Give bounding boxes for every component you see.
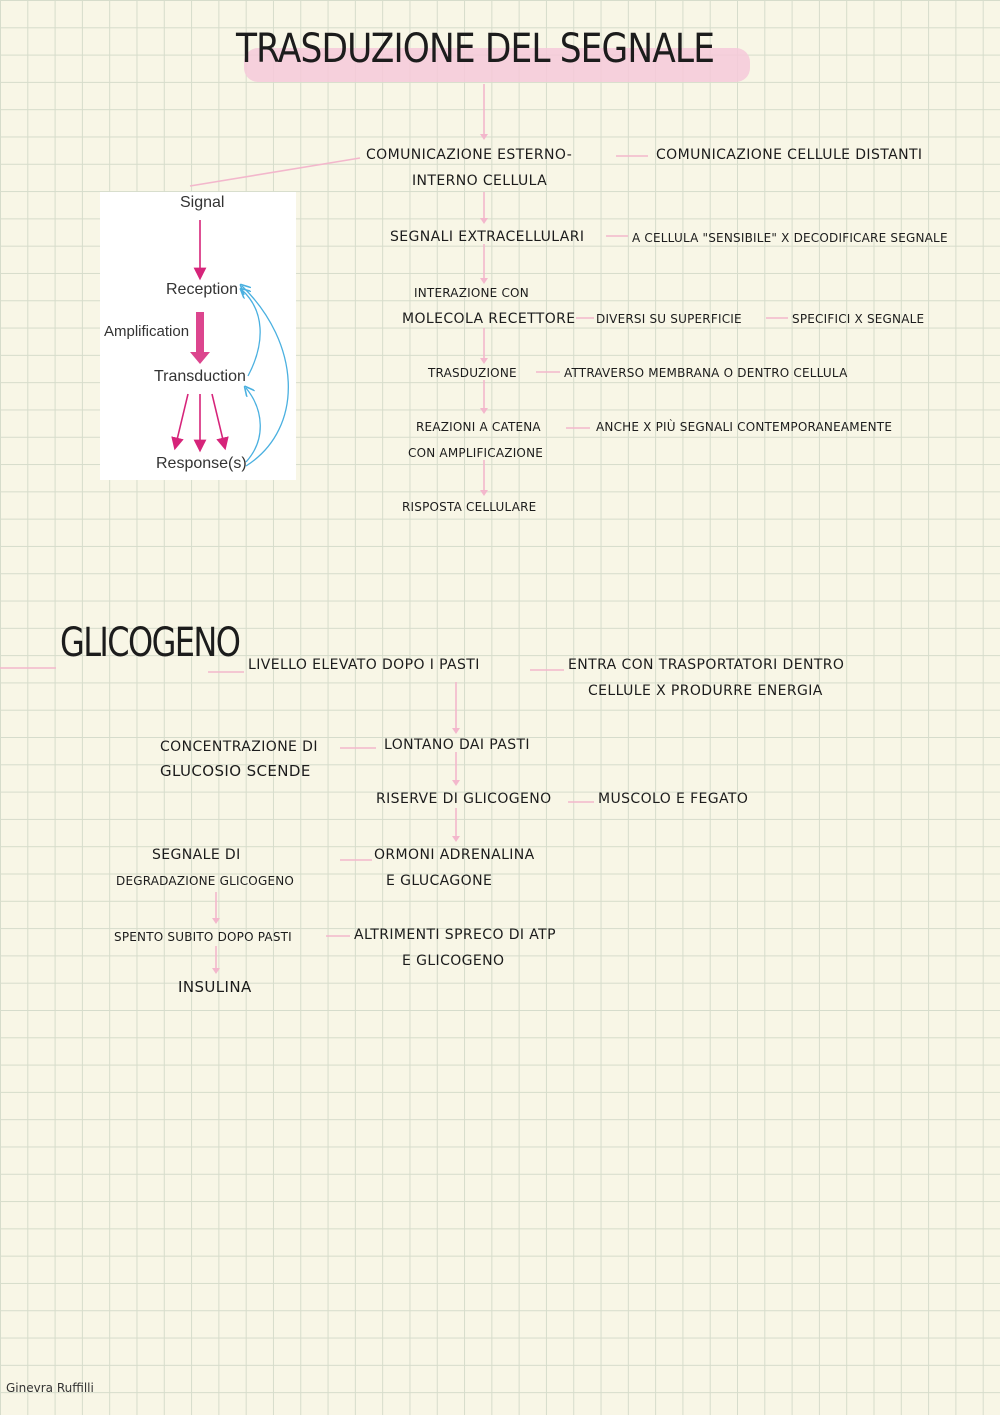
flow-interazione: INTERAZIONE CON <box>414 286 529 300</box>
glicogeno-segnale: SEGNALE DI <box>152 847 241 863</box>
diagram-signal: Signal <box>180 194 225 211</box>
glicogeno-entra-2: CELLULE X PRODURRE ENERGIA <box>588 683 823 699</box>
diagram-amplification: Amplification <box>104 323 190 340</box>
glicogeno-muscolo: MUSCOLO E FEGATO <box>598 791 749 807</box>
glicogeno-riserve: RISERVE DI GLICOGENO <box>376 791 552 807</box>
glicogeno-altrimenti: ALTRIMENTI SPRECO DI ATP <box>354 927 556 943</box>
flow-trasduzione-side: ATTRAVERSO MEMBRANA O DENTRO CELLULA <box>564 366 848 380</box>
glicogeno-entra: ENTRA CON TRASPORTATORI DENTRO <box>568 657 845 673</box>
flow-interazione-side2: SPECIFICI X SEGNALE <box>792 312 925 326</box>
glicogeno-ormoni: ORMONI ADRENALINA <box>374 847 535 863</box>
glicogeno-title: GLICOGENO <box>60 620 240 666</box>
flow-interazione-2: MOLECOLA RECETTORE <box>402 311 576 327</box>
glicogeno-segnale-2: DEGRADAZIONE GLICOGENO <box>116 874 295 888</box>
flow-comunicazione-2: INTERNO CELLULA <box>412 173 548 189</box>
flow-segnali: SEGNALI EXTRACELLULARI <box>390 229 585 245</box>
glicogeno-insulina: INSULINA <box>178 978 252 996</box>
diagram-responses: Response(s) <box>156 455 247 472</box>
glicogeno-altrimenti-2: E GLICOGENO <box>402 953 505 969</box>
flow-reazioni-2: CON AMPLIFICAZIONE <box>408 446 544 460</box>
flow-reazioni-side: ANCHE X PIÙ SEGNALI CONTEMPORANEAMENTE <box>596 420 893 434</box>
flow-reazioni: REAZIONI A CATENA <box>416 420 541 434</box>
diagram-reception: Reception <box>166 281 239 298</box>
diagram-transduction: Transduction <box>154 368 246 385</box>
glicogeno-ormoni-2: E GLUCAGONE <box>386 873 493 889</box>
flow-interazione-side1: DIVERSI SU SUPERFICIE <box>596 312 742 326</box>
glicogeno-concentrazione: CONCENTRAZIONE DI <box>160 739 318 755</box>
footer-author: Ginevra Ruffilli <box>6 1381 94 1395</box>
page-title: TRASDUZIONE DEL SEGNALE <box>236 26 715 72</box>
glicogeno-spento: SPENTO SUBITO DOPO PASTI <box>114 930 292 944</box>
glicogeno-lontano: LONTANO DAI PASTI <box>384 737 530 753</box>
flow-segnali-side: A CELLULA "SENSIBILE" X DECODIFICARE SEGNALE <box>632 231 948 245</box>
glicogeno-livello: LIVELLO ELEVATO DOPO I PASTI <box>248 657 480 673</box>
flow-comunicazione: COMUNICAZIONE ESTERNO- <box>366 147 573 163</box>
signal-transduction-diagram <box>100 192 296 480</box>
flow-comunicazione-side: COMUNICAZIONE CELLULE DISTANTI <box>656 147 923 163</box>
glicogeno-concentrazione-2: GLUCOSIO SCENDE <box>160 762 311 780</box>
flow-trasduzione: TRASDUZIONE <box>428 366 517 380</box>
flow-risposta: RISPOSTA CELLULARE <box>402 500 537 514</box>
